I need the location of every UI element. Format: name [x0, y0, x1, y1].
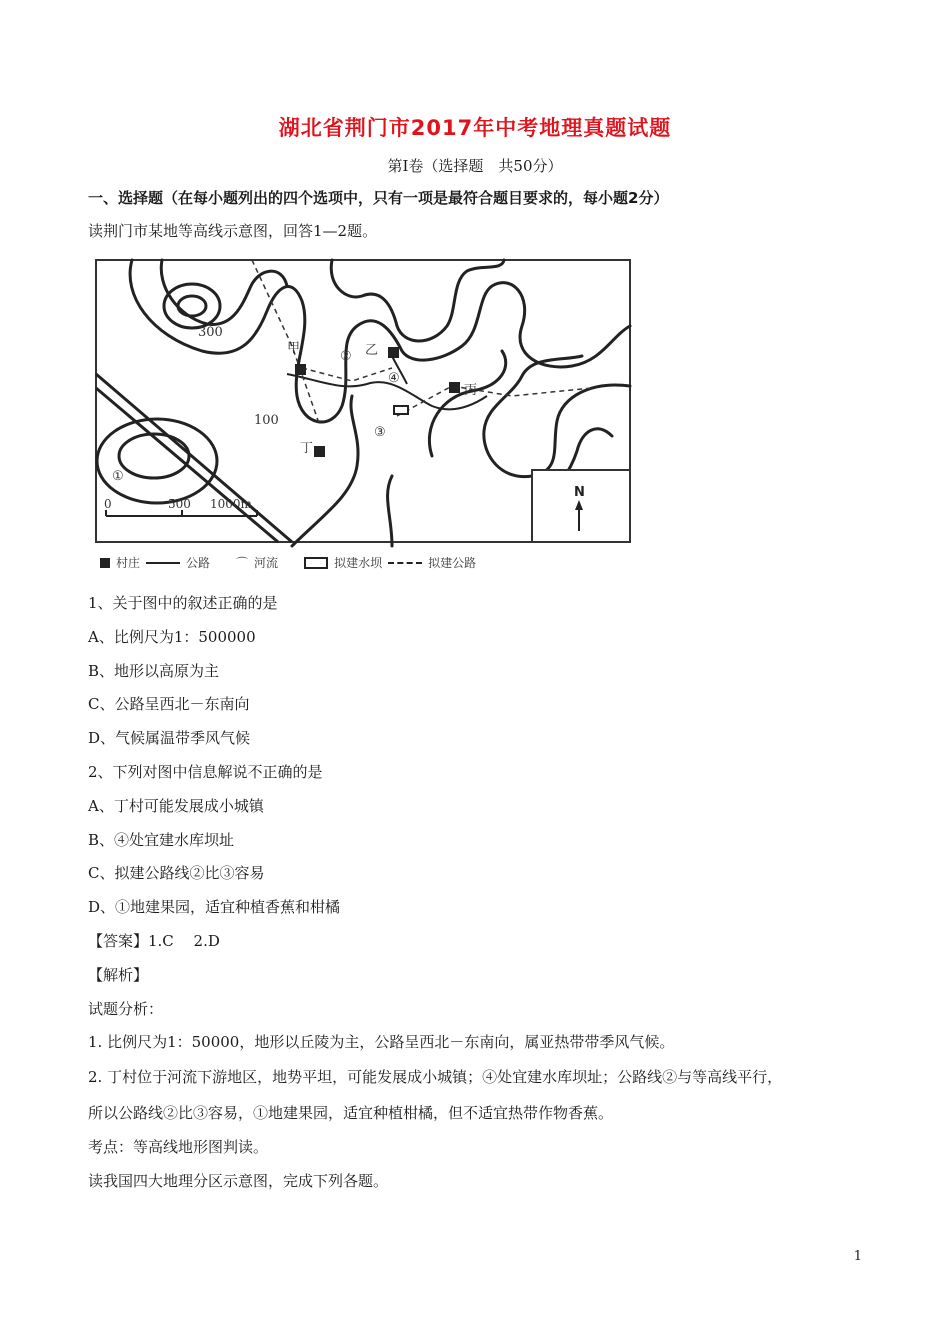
legend-road-label: 公路 — [186, 556, 211, 570]
planned-road-line — [397, 386, 592, 416]
question-2-option-a: A、丁村可能发展成小城镇 — [88, 797, 264, 815]
contour-label: 300 — [198, 325, 223, 340]
contour-line — [164, 284, 220, 328]
map-legend — [100, 554, 476, 571]
analysis-paragraph-3: 所以公路线②比③容易，①地建果园，适宜种植柑橘，但不适宜热带作物香蕉。 — [88, 1104, 614, 1122]
scale-label: 0 — [104, 497, 112, 511]
question-2-option-d: D、①地建果园，适宜种植香蕉和柑橘 — [88, 898, 341, 916]
document-title: 湖北省荆门市2017年中考地理真题试题 — [278, 116, 672, 140]
site-label: ② — [340, 349, 352, 364]
analysis-paragraph-1: 1. 比例尺为1：50000，地形以丘陵为主，公路呈西北－东南向，属亚热带带季风气候。 — [88, 1033, 675, 1051]
village-label: 丙 — [464, 383, 478, 398]
contour-line — [429, 351, 505, 456]
road-legend-icon — [146, 562, 180, 564]
village-marker — [388, 347, 399, 358]
analysis-heading: 【解析】 — [88, 966, 149, 984]
village-marker — [314, 446, 325, 457]
answer-line: 【答案】1.C 2.D — [88, 932, 220, 950]
site-label: ④ — [388, 371, 400, 386]
village-label: 乙 — [365, 343, 379, 358]
section-subtitle: 第Ⅰ卷（选择题 共50分） — [387, 157, 563, 175]
planned-road-legend-icon — [388, 562, 422, 564]
site-label: ① — [112, 469, 124, 484]
contour-line — [130, 260, 630, 422]
village-label: 丁 — [300, 441, 314, 456]
section-heading: 一、选择题（在每小题列出的四个选项中，只有一项是最符合题目要求的，每小题2分） — [88, 189, 669, 207]
village-marker — [449, 382, 460, 393]
river-legend-icon: ⌒ — [236, 556, 249, 570]
legend-village-label: 村庄 — [116, 556, 141, 570]
contour-label: 100 — [254, 413, 279, 428]
question-1-option-c: C、公路呈西北－东南向 — [88, 695, 250, 713]
scale-label: 500 — [168, 497, 191, 511]
contour-line — [178, 296, 206, 316]
map-intro: 读荆门市某地等高线示意图，回答1—2题。 — [88, 222, 378, 240]
legend-dam-label: 拟建水坝 — [334, 556, 383, 570]
analysis-paragraph-2: 2. 丁村位于河流下游地区，地势平坦，可能发展成小城镇；④处宜建水库坝址；公路线②与等高线平行， — [88, 1068, 783, 1086]
contour-map-figure — [92, 256, 638, 550]
scale-bar — [104, 497, 257, 516]
north-label: N — [574, 485, 585, 500]
dam-legend-icon — [304, 557, 328, 569]
question-2-option-c: C、拟建公路线②比③容易 — [88, 864, 265, 882]
contour-line — [161, 260, 287, 324]
question-2-stem: 2、下列对图中信息解说不正确的是 — [88, 763, 323, 781]
question-2-option-b: B、④处宜建水库坝址 — [88, 831, 235, 849]
legend-planned-road-label: 拟建公路 — [428, 556, 477, 570]
question-1-option-a: A、比例尺为1：500000 — [88, 628, 256, 646]
question-1-option-b: B、地形以高原为主 — [88, 662, 220, 680]
kaodian-line: 考点：等高线地形图判读。 — [88, 1138, 269, 1156]
dam-symbol — [394, 406, 408, 414]
page-number: 1 — [853, 1249, 862, 1264]
question-1-option-d: D、气候属温带季风气候 — [88, 729, 251, 747]
contour-line — [292, 396, 358, 546]
village-marker — [295, 364, 306, 375]
contour-line — [484, 356, 630, 477]
next-question-intro: 读我国四大地理分区示意图，完成下列各题。 — [88, 1172, 389, 1190]
contour-line — [388, 476, 392, 546]
village-legend-icon — [100, 558, 110, 568]
legend-river-label: 河流 — [254, 556, 279, 570]
scale-label: 1000m — [210, 497, 252, 511]
question-1-stem: 1、关于图中的叙述正确的是 — [88, 594, 278, 612]
site-label: ③ — [374, 425, 386, 440]
analysis-label: 试题分析： — [88, 1000, 164, 1018]
village-label: 甲 — [287, 341, 301, 356]
contour-line — [331, 260, 504, 341]
